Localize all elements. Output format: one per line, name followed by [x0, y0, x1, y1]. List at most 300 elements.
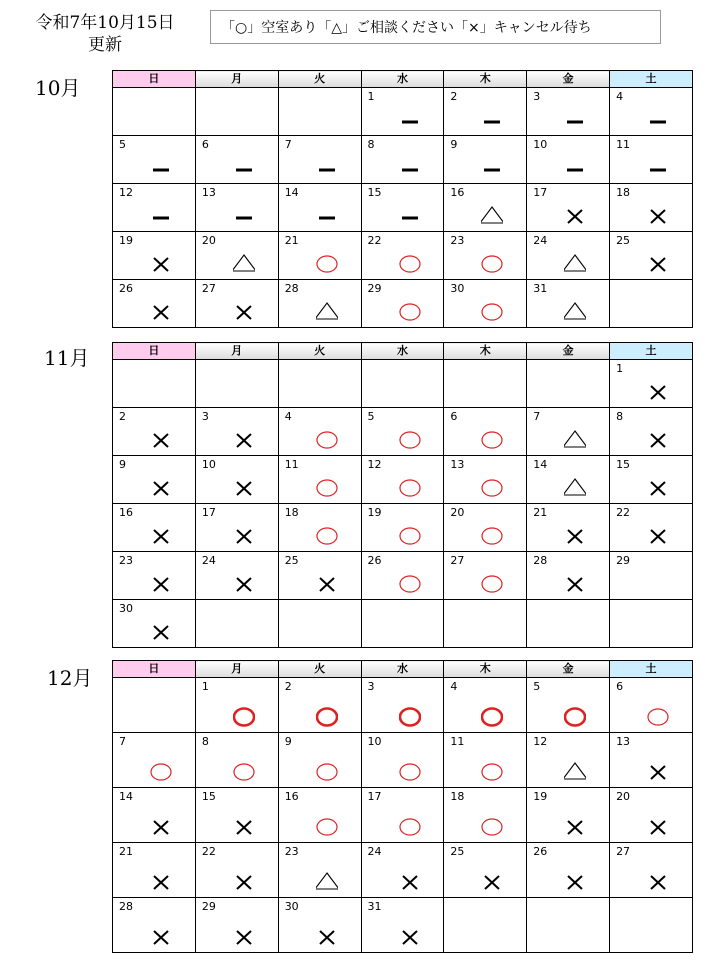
calendar-day-cell [195, 678, 278, 733]
day-number: 18 [284, 506, 299, 519]
circle-mark-icon [233, 705, 255, 727]
calendar-day-cell [361, 843, 444, 898]
calendar-day-cell [610, 843, 693, 898]
day-number: 24 [201, 554, 216, 567]
calendar-day-cell [444, 843, 527, 898]
day-number: 11 [616, 138, 631, 151]
dash-mark-icon [399, 156, 421, 178]
cross-mark-icon [564, 204, 586, 226]
day-number: 28 [119, 900, 133, 913]
cross-mark-icon [233, 524, 255, 546]
weekday-header: 金 [527, 71, 610, 88]
day-number: 4 [284, 410, 292, 423]
cross-mark-icon [233, 300, 255, 322]
cross-mark-icon [150, 815, 172, 837]
day-number: 4 [616, 90, 624, 103]
calendar-day-cell [113, 136, 196, 184]
weekday-header: 水 [361, 71, 444, 88]
weekday-header: 金 [527, 343, 610, 360]
circle-mark-icon [233, 760, 255, 782]
cross-mark-icon [399, 925, 421, 947]
day-number: 17 [367, 790, 382, 803]
calendar-week-row [113, 788, 693, 843]
calendar-day-cell [113, 456, 196, 504]
calendar-day-cell [278, 843, 361, 898]
dash-mark-icon [399, 108, 421, 130]
dash-mark-icon [647, 108, 669, 130]
cross-mark-icon [233, 815, 255, 837]
cross-mark-icon [647, 476, 669, 498]
calendar-week-row [113, 600, 693, 648]
weekday-header: 土 [610, 661, 693, 678]
calendar-day-cell [361, 184, 444, 232]
day-number: 18 [450, 790, 465, 803]
calendar-week-row [113, 843, 693, 898]
weekday-header: 木 [444, 343, 527, 360]
calendar-week-row [113, 280, 693, 328]
month-label-oct: 10月 [35, 76, 81, 100]
day-number: 30 [119, 602, 133, 615]
day-number: 24 [533, 234, 548, 247]
triangle-mark-icon [481, 204, 503, 226]
day-number: 1 [367, 90, 375, 103]
weekday-header: 月 [195, 343, 278, 360]
calendar-week-row [113, 898, 693, 953]
legend-box [210, 10, 661, 44]
calendar-day-cell [610, 88, 693, 136]
calendar-day-cell [527, 843, 610, 898]
calendar-day-cell [527, 552, 610, 600]
day-number: 16 [284, 790, 299, 803]
calendar-day-cell [361, 733, 444, 788]
day-number: 6 [201, 138, 209, 151]
day-number: 28 [533, 554, 548, 567]
day-number: 23 [284, 845, 299, 858]
day-number: 9 [284, 735, 292, 748]
calendar-day-cell [195, 88, 278, 136]
circle-mark-icon [481, 524, 503, 546]
calendar-day-cell [278, 898, 361, 953]
dash-mark-icon [399, 204, 421, 226]
day-number: 27 [450, 554, 465, 567]
cross-mark-icon [233, 925, 255, 947]
calendar-day-cell [444, 232, 527, 280]
calendar-day-cell [278, 600, 361, 648]
cross-mark-icon [564, 815, 586, 837]
day-number: 25 [616, 234, 631, 247]
day-number: 31 [533, 282, 548, 295]
calendar-day-cell [444, 552, 527, 600]
calendar-week-row [113, 360, 693, 408]
calendar-day-cell [278, 788, 361, 843]
day-number: 8 [367, 138, 375, 151]
weekday-header: 土 [610, 71, 693, 88]
day-number: 16 [119, 506, 133, 519]
calendar-day-cell [444, 184, 527, 232]
day-number: 21 [533, 506, 548, 519]
cross-mark-icon [233, 572, 255, 594]
circle-mark-icon [316, 476, 338, 498]
day-number: 10 [367, 735, 382, 748]
triangle-mark-icon [316, 870, 338, 892]
day-number: 8 [201, 735, 209, 748]
circle-mark-icon [316, 252, 338, 274]
calendar-day-cell [527, 184, 610, 232]
calendar-day-cell [195, 600, 278, 648]
calendar-day-cell [195, 733, 278, 788]
triangle-mark-icon [233, 252, 255, 274]
day-number: 28 [284, 282, 299, 295]
calendar-day-cell [527, 678, 610, 733]
day-number: 6 [616, 680, 624, 693]
dash-mark-icon [150, 204, 172, 226]
cross-mark-icon [233, 428, 255, 450]
day-number: 3 [201, 410, 209, 423]
calendar-day-cell [527, 88, 610, 136]
day-number: 20 [450, 506, 465, 519]
circle-mark-icon [399, 760, 421, 782]
dash-mark-icon [647, 156, 669, 178]
calendar-day-cell [278, 280, 361, 328]
day-number: 18 [616, 186, 631, 199]
weekday-header: 火 [278, 661, 361, 678]
calendar-day-cell [361, 232, 444, 280]
day-number: 14 [533, 458, 548, 471]
day-number: 22 [367, 234, 382, 247]
triangle-mark-icon [316, 300, 338, 322]
cross-mark-icon [150, 428, 172, 450]
day-number: 23 [119, 554, 133, 567]
calendar-day-cell [113, 733, 196, 788]
calendar-day-cell [361, 408, 444, 456]
day-number: 17 [533, 186, 548, 199]
cross-mark-icon [233, 870, 255, 892]
circle-mark-icon [481, 476, 503, 498]
circle-mark-icon [399, 572, 421, 594]
calendar-day-cell [361, 88, 444, 136]
calendar-week-row [113, 678, 693, 733]
calendar-day-cell [610, 504, 693, 552]
cross-mark-icon [647, 870, 669, 892]
weekday-header: 月 [195, 661, 278, 678]
circle-mark-icon [481, 815, 503, 837]
calendar-day-cell [610, 408, 693, 456]
calendar-october [112, 70, 693, 328]
calendar-day-cell [113, 408, 196, 456]
cross-mark-icon [150, 476, 172, 498]
day-number: 20 [616, 790, 631, 803]
triangle-mark-icon [564, 300, 586, 322]
dash-mark-icon [233, 204, 255, 226]
calendar-day-cell [113, 788, 196, 843]
calendar-week-row [113, 136, 693, 184]
calendar-day-cell [278, 88, 361, 136]
calendar-day-cell [444, 600, 527, 648]
circle-mark-icon [316, 705, 338, 727]
day-number: 2 [284, 680, 292, 693]
calendar-day-cell [527, 788, 610, 843]
circle-mark-icon [647, 705, 669, 727]
calendar-day-cell [527, 360, 610, 408]
calendar-day-cell [527, 733, 610, 788]
day-number: 24 [367, 845, 382, 858]
weekday-header: 木 [444, 71, 527, 88]
day-number: 5 [533, 680, 541, 693]
circle-mark-icon [399, 524, 421, 546]
day-number: 3 [533, 90, 541, 103]
calendar-day-cell [527, 136, 610, 184]
calendar-day-cell [113, 232, 196, 280]
calendar-day-cell [361, 600, 444, 648]
cross-mark-icon [647, 252, 669, 274]
calendar-day-cell [113, 88, 196, 136]
calendar-day-cell [610, 898, 693, 953]
calendar-day-cell [278, 136, 361, 184]
calendar-day-cell [113, 280, 196, 328]
day-number: 1 [201, 680, 209, 693]
weekday-header: 金 [527, 661, 610, 678]
weekday-header: 火 [278, 71, 361, 88]
day-number: 23 [450, 234, 465, 247]
calendar-week-row [113, 232, 693, 280]
calendar-day-cell [195, 843, 278, 898]
weekday-header: 日 [113, 661, 196, 678]
calendar-day-cell [610, 136, 693, 184]
day-number: 12 [533, 735, 548, 748]
dash-mark-icon [316, 156, 338, 178]
circle-mark-icon [399, 428, 421, 450]
day-number: 30 [450, 282, 465, 295]
day-number: 7 [533, 410, 541, 423]
weekday-header: 土 [610, 343, 693, 360]
calendar-day-cell [444, 456, 527, 504]
day-number: 5 [119, 138, 126, 151]
day-number: 22 [201, 845, 216, 858]
weekday-header: 水 [361, 661, 444, 678]
circle-mark-icon [399, 705, 421, 727]
calendar-day-cell [113, 678, 196, 733]
day-number: 19 [533, 790, 548, 803]
calendar-day-cell [278, 360, 361, 408]
calendar-day-cell [278, 504, 361, 552]
day-number: 26 [533, 845, 548, 858]
calendar-day-cell [610, 552, 693, 600]
calendar-day-cell [361, 678, 444, 733]
calendar-december [112, 660, 693, 953]
calendar-day-cell [361, 898, 444, 953]
update-label: 更新 [88, 35, 122, 55]
day-number: 2 [119, 410, 126, 423]
calendar-day-cell [195, 184, 278, 232]
calendar-day-cell [610, 678, 693, 733]
triangle-mark-icon [564, 760, 586, 782]
day-number: 2 [450, 90, 458, 103]
triangle-mark-icon [564, 476, 586, 498]
calendar-day-cell [113, 843, 196, 898]
cross-mark-icon [150, 925, 172, 947]
cross-mark-icon [316, 572, 338, 594]
cross-mark-icon [150, 252, 172, 274]
calendar-day-cell [527, 456, 610, 504]
circle-mark-icon [481, 760, 503, 782]
weekday-header: 木 [444, 661, 527, 678]
circle-mark-icon [564, 705, 586, 727]
month-label-nov: 11月 [44, 346, 90, 370]
calendar-day-cell [278, 552, 361, 600]
calendar-day-cell [527, 600, 610, 648]
calendar-day-cell [113, 898, 196, 953]
circle-mark-icon [150, 760, 172, 782]
calendar-day-cell [195, 280, 278, 328]
calendar-day-cell [278, 408, 361, 456]
calendar-day-cell [361, 456, 444, 504]
calendar-day-cell [610, 600, 693, 648]
circle-mark-icon [481, 572, 503, 594]
day-number: 19 [119, 234, 133, 247]
calendar-day-cell [444, 136, 527, 184]
calendar-day-cell [444, 280, 527, 328]
day-number: 13 [616, 735, 631, 748]
calendar-day-cell [361, 136, 444, 184]
day-number: 22 [616, 506, 631, 519]
day-number: 25 [284, 554, 299, 567]
dash-mark-icon [233, 156, 255, 178]
calendar-day-cell [195, 552, 278, 600]
calendar-day-cell [113, 504, 196, 552]
cross-mark-icon [399, 870, 421, 892]
circle-mark-icon [316, 760, 338, 782]
day-number: 10 [201, 458, 216, 471]
day-number: 29 [367, 282, 382, 295]
calendar-day-cell [527, 898, 610, 953]
day-number: 20 [201, 234, 216, 247]
calendar-day-cell [113, 552, 196, 600]
cross-mark-icon [150, 620, 172, 642]
calendar-day-cell [278, 456, 361, 504]
day-number: 8 [616, 410, 624, 423]
calendar-day-cell [195, 456, 278, 504]
calendar-week-row [113, 456, 693, 504]
day-number: 12 [119, 186, 133, 199]
day-number: 30 [284, 900, 299, 913]
day-number: 17 [201, 506, 216, 519]
calendar-day-cell [195, 788, 278, 843]
day-number: 6 [450, 410, 458, 423]
calendar-day-cell [361, 360, 444, 408]
dash-mark-icon [481, 108, 503, 130]
circle-mark-icon [316, 524, 338, 546]
calendar-week-row [113, 408, 693, 456]
dash-mark-icon [564, 156, 586, 178]
calendar-day-cell [361, 788, 444, 843]
calendar-day-cell [195, 360, 278, 408]
calendar-day-cell [527, 232, 610, 280]
calendar-day-cell [278, 232, 361, 280]
cross-mark-icon [647, 428, 669, 450]
calendar-day-cell [610, 184, 693, 232]
calendar-day-cell [195, 408, 278, 456]
legend-text: 「○」空室あり「△」ご相談ください「×」キャンセル待ち [221, 20, 592, 36]
day-number: 11 [284, 458, 299, 471]
calendar-day-cell [278, 184, 361, 232]
day-number: 13 [450, 458, 465, 471]
cross-mark-icon [564, 870, 586, 892]
cross-mark-icon [150, 870, 172, 892]
calendar-day-cell [278, 678, 361, 733]
calendar-day-cell [610, 360, 693, 408]
calendar-day-cell [610, 788, 693, 843]
day-number: 29 [616, 554, 631, 567]
month-label-dec: 12月 [47, 666, 93, 690]
day-number: 14 [119, 790, 133, 803]
calendar-day-cell [444, 408, 527, 456]
calendar-day-cell [444, 360, 527, 408]
calendar-day-cell [113, 600, 196, 648]
calendar-day-cell [527, 504, 610, 552]
day-number: 19 [367, 506, 382, 519]
dash-mark-icon [564, 108, 586, 130]
weekday-header: 日 [113, 343, 196, 360]
day-number: 26 [367, 554, 382, 567]
day-number: 25 [450, 845, 465, 858]
calendar-week-row [113, 184, 693, 232]
weekday-header: 月 [195, 71, 278, 88]
triangle-mark-icon [564, 252, 586, 274]
calendar-week-row [113, 88, 693, 136]
calendar-week-row [113, 552, 693, 600]
dash-mark-icon [316, 204, 338, 226]
day-number: 15 [367, 186, 382, 199]
calendar-day-cell [610, 232, 693, 280]
circle-mark-icon [481, 705, 503, 727]
day-number: 7 [119, 735, 126, 748]
calendar-day-cell [610, 733, 693, 788]
calendar-day-cell [361, 552, 444, 600]
cross-mark-icon [564, 572, 586, 594]
calendar-day-cell [444, 678, 527, 733]
cross-mark-icon [233, 476, 255, 498]
calendar-day-cell [444, 504, 527, 552]
cross-mark-icon [564, 524, 586, 546]
circle-mark-icon [399, 300, 421, 322]
cross-mark-icon [481, 870, 503, 892]
calendar-day-cell [195, 136, 278, 184]
circle-mark-icon [316, 815, 338, 837]
cross-mark-icon [150, 572, 172, 594]
day-number: 27 [201, 282, 216, 295]
calendar-day-cell [113, 360, 196, 408]
day-number: 5 [367, 410, 375, 423]
day-number: 7 [284, 138, 292, 151]
day-number: 10 [533, 138, 548, 151]
cross-mark-icon [647, 380, 669, 402]
calendar-november [112, 342, 693, 648]
cross-mark-icon [647, 524, 669, 546]
cross-mark-icon [150, 524, 172, 546]
day-number: 21 [284, 234, 299, 247]
weekday-header: 日 [113, 71, 196, 88]
day-number: 31 [367, 900, 382, 913]
circle-mark-icon [399, 815, 421, 837]
calendar-week-row [113, 504, 693, 552]
update-date-line: 令和7年10月15日 [35, 13, 175, 33]
day-number: 11 [450, 735, 465, 748]
weekday-header: 水 [361, 343, 444, 360]
day-number: 14 [284, 186, 299, 199]
cross-mark-icon [647, 204, 669, 226]
cross-mark-icon [647, 815, 669, 837]
calendar-day-cell [444, 898, 527, 953]
